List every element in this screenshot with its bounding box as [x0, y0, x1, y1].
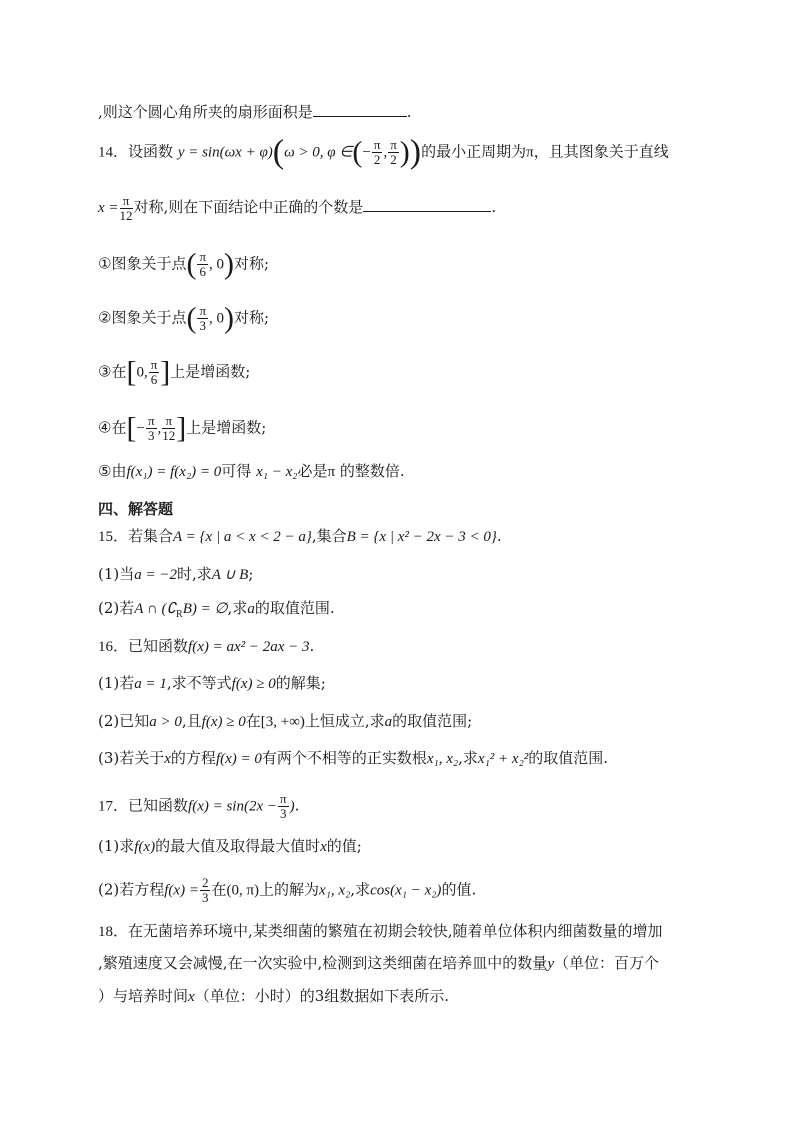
paren-open: (	[352, 135, 363, 169]
question-17: 17．已知函数f(x) = sin(2x − $\frac{\pi}{3}$ ).	[98, 791, 300, 821]
question-16-part3: (3)若关于x的方程f(x) = 0有两个不相等的正实数根x₁, x₂,求x₁² + x₂²的取值范围.	[98, 749, 609, 767]
fraction: $\frac{2}{3}$	[201, 875, 209, 905]
fraction: $\frac{\pi}{3}$	[199, 303, 207, 333]
option-mark: ①	[98, 254, 112, 273]
math-function: y = sin(ωx + φ)	[177, 144, 273, 161]
question-number: 16．	[98, 639, 129, 655]
line-area-question	[98, 98, 412, 123]
option-2: ②图象关于点( $\frac{\pi}{3}$ , 0)对称;	[98, 301, 270, 335]
fraction: $\frac{\pi}{2}$	[373, 137, 381, 167]
text: 设函数	[128, 142, 174, 161]
text: .	[491, 198, 497, 216]
text: 由	[111, 462, 127, 480]
text: 在	[111, 362, 127, 381]
text: ，且其图象关于直线	[533, 142, 669, 161]
paren-close: )	[409, 133, 422, 171]
text: 在	[111, 418, 127, 437]
math-x: x =	[98, 200, 119, 216]
fraction: $\frac{\pi}{3}$	[280, 791, 287, 821]
text: 图象关于点	[111, 254, 187, 273]
question-14: 14．设函数 y = sin(ωx + φ)(ω > 0, φ ∈(− $\frac{\pi}{2}$ , $\frac{\pi}{2}$ ))的最小正周期为π，且其图象关于直线	[98, 133, 669, 171]
math-function: f(x) = ax² − 2ax − 3	[188, 639, 310, 655]
option-mark: ②	[98, 308, 112, 327]
math-set-b: B = {x | x² − 2x − 3 < 0}	[346, 529, 497, 545]
text: 图象关于点	[111, 308, 187, 327]
math-expr: A ∩ (∁	[134, 601, 177, 617]
text: ,集合	[311, 527, 347, 545]
math-expr: a = −2	[134, 567, 177, 583]
section-title: 四、解答题	[98, 500, 174, 518]
option-1: ①图象关于点( $\frac{\pi}{6}$ , 0)对称;	[98, 247, 270, 281]
text: 对称,则在下面结论中正确的个数是	[133, 198, 364, 216]
math-pi: π	[526, 144, 534, 161]
text: 的整数倍.	[339, 462, 405, 480]
text: 对称;	[234, 308, 270, 327]
question-18-line2: ,繁殖速度又会减慢,在一次实验中,检测到这类细菌在培养皿中的数量y（单位：百万个	[98, 954, 659, 972]
question-15-part2: (2)若A ∩ $(∁_RB)$ = ∅,求a的取值范围.	[98, 599, 335, 620]
text: 上是增函数;	[170, 362, 251, 381]
paren-open: (	[272, 133, 285, 171]
section-heading	[98, 498, 173, 520]
question-15-part1: (1)当a = −2时,求A ∪ B;	[98, 565, 254, 583]
text: 对称;	[234, 254, 270, 273]
text: 必是	[297, 462, 328, 480]
question-number: 15．	[98, 529, 129, 545]
question-14-line2	[98, 193, 496, 223]
math-union: A ∪ B	[211, 567, 249, 583]
question-number: 14．	[98, 144, 129, 161]
question-number: 18．	[98, 924, 129, 940]
math-diff: x₁ − x₂	[256, 464, 298, 480]
option-mark: ⑤	[98, 462, 112, 480]
question-16: 16．已知函数f(x) = ax² − 2ax − 3.	[98, 637, 315, 655]
answer-blank	[313, 98, 407, 117]
fraction: $\frac{\pi}{2}$	[390, 137, 397, 167]
fraction: $\frac{\pi}{12}$	[119, 192, 133, 223]
text: 的最小正周期为	[421, 142, 527, 161]
fraction: $\frac{\pi}{6}$	[150, 357, 158, 387]
question-16-part2: (2)已知a > 0,且f(x) ≥ 0在[3, +∞)上恒成立,求a的取值范围;	[98, 712, 473, 730]
math-equation: f(x₁) = f(x₂) = 0	[126, 464, 222, 480]
math-condition: ω > 0, φ ∈	[284, 144, 353, 161]
fraction: $\frac{\pi}{6}$	[199, 249, 207, 279]
option-5	[98, 460, 405, 483]
question-15: 15．若集合A = {x | a < x < 2 − a},集合B = {x | x² − 2x − 3 < 0}.	[98, 527, 502, 545]
fraction: $\frac{\pi}{3}$	[147, 413, 155, 443]
option-4: ④在[− $\frac{\pi}{3}$ , $\frac{\pi}{12}$ ]上是增函数;	[98, 411, 267, 445]
text: .	[406, 103, 412, 121]
text: 若集合	[128, 527, 174, 545]
fraction: $\frac{\pi}{12}$	[162, 413, 176, 443]
paren-close: )	[399, 135, 410, 169]
answer-blank	[363, 193, 491, 212]
math-set-a: A = {x | a < x < 2 − a}	[173, 529, 312, 545]
math-pi: π	[327, 464, 336, 480]
question-17-part2: (2)若方程f(x) = $\frac{2}{3}$ 在(0, π)上的解为x₁, x₂,求cos(x₁ − x₂)的值.	[98, 875, 477, 905]
question-number: 17．	[98, 798, 129, 815]
text: ,则这个圆心角所夹的扇形面积是	[98, 103, 313, 121]
question-17-part1: (1)求f(x)的最大值及取得最大值时x的值;	[98, 837, 362, 855]
text: 可得	[221, 462, 252, 480]
option-mark: ④	[98, 418, 112, 437]
question-16-part1: (1)若a = 1,求不等式f(x) ≥ 0的解集;	[98, 674, 326, 692]
question-18-line3: ）与培养时间x（单位：小时）的3组数据如下表所示.	[98, 987, 450, 1005]
question-18: 18．在无菌培养环境中,某类细菌的繁殖在初期会较快,随着单位体积内细菌数量的增加	[98, 922, 663, 940]
text: 上是增函数;	[186, 418, 267, 437]
option-mark: ③	[98, 362, 112, 381]
option-3: ③在[0, $\frac{\pi}{6}$ ]上是增函数;	[98, 355, 251, 389]
